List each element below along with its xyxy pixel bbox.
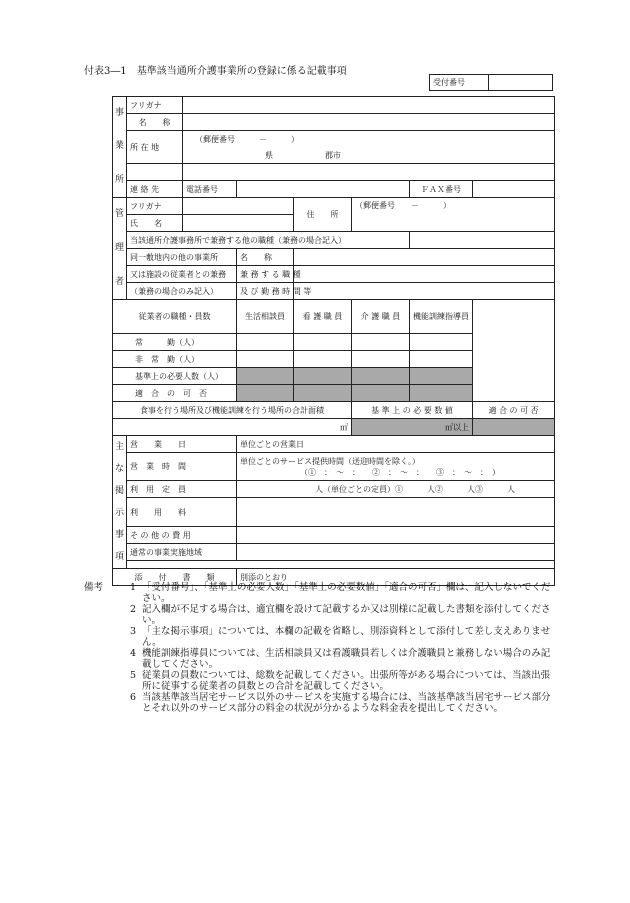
note-item: 5 従業員の員数については、総数を記載してください。出張所等がある場合については、当該出張所に従事する従業者の員数との合計を記載してください。 (129, 670, 551, 692)
concurrent-duty-label: 当該通所介護事務所で兼務する他の職種（兼務の場合記入） (127, 232, 410, 249)
staff-cell[interactable] (294, 351, 352, 368)
note-item: 4 機能訓練指導員については、生活相談員又は看護職員若しくは介護職員と兼務しない場合のみ記載してください。 (129, 648, 551, 670)
office-county-label: 郡市 (325, 150, 341, 160)
staff-cell-shaded (352, 385, 410, 402)
area-required-value (352, 419, 473, 436)
office-furigana-field[interactable] (183, 97, 555, 114)
capacity-label: 利 用 定 員 (127, 481, 237, 498)
other-site-name-label: 名 称 (237, 249, 294, 266)
manager-postal-code: （郵便番号 － ） (355, 201, 451, 210)
business-hours-slots: （① ： ～ ： ② ： ～ ： ③ ： ～ ： ） (300, 467, 500, 477)
office-address-line2[interactable] (183, 164, 555, 181)
business-days-label: 営 業 日 (127, 436, 237, 453)
office-fax-field[interactable] (473, 181, 555, 198)
area-compliance-label: 適 合 の 可 否 (473, 402, 555, 419)
reception-number-label: 受付番号 (430, 75, 489, 91)
capacity-field[interactable]: 人（単位ごとの定員）① 人② 人③ 人 (237, 481, 555, 498)
other-site-label-line2: 又は施設の従業者との兼務 (127, 266, 237, 283)
business-hours-field[interactable] (237, 453, 555, 481)
staff-cell[interactable] (410, 351, 473, 368)
area-label: 食事を行う場所及び機能訓練を行う場所の合計面積 (113, 402, 352, 419)
staff-cell[interactable] (352, 334, 410, 351)
note-item: 3 「主な掲示事項」については、本欄の記載を省略し、別添資料として添付して差し支えありません。 (129, 626, 551, 648)
business-hours-note: 単位ごとのサービス提供時間（送迎時間を除く。） (240, 456, 420, 466)
work-hours-field[interactable] (294, 283, 555, 300)
staff-col-care-worker: 介 護 職 員 (352, 300, 410, 334)
attachment-field[interactable]: 別添のとおり (237, 569, 555, 586)
note-item: 2 記入欄が不足する場合は、適宜欄を設けて記載するか又は別様に記載した書類を添付してください。 (129, 604, 551, 626)
office-phone-label: 電話番号 (183, 181, 237, 198)
page-title: 付表3―1 基準該当通所介護事業所の登録に係る記載事項 (84, 66, 347, 77)
staff-row-required: 基準上の必要人数（人） (113, 368, 237, 385)
concurrent-job-field[interactable] (294, 266, 555, 283)
other-fee-label: そ の 他 の 費 用 (127, 527, 237, 544)
note-item: 6 当該基準該当居宅サービス以外のサービスを実施する場合には、当該基準該当居宅サービス部分とそれ以外のサービス部分の料金の状況が分かるような料金表を提出してください。 (129, 692, 551, 714)
concurrent-duty-field[interactable] (410, 232, 555, 249)
staff-cell-shaded (294, 368, 352, 385)
staff-col-life-counselor: 生活相談員 (237, 300, 294, 334)
other-fee-field[interactable] (237, 527, 555, 544)
attachment-label: 添 付 書 類 (113, 569, 237, 586)
fee-field[interactable] (237, 498, 555, 527)
area-unit: ㎡ (340, 422, 348, 432)
notes-section (84, 582, 554, 714)
service-area-label: 通常の事業実施地域 (127, 544, 237, 561)
other-site-name-field[interactable] (294, 249, 555, 266)
staff-cell[interactable] (294, 334, 352, 351)
manager-name-label: 氏 名 (127, 215, 183, 232)
staff-row-parttime: 非 常 勤（人） (113, 351, 237, 368)
manager-furigana-label: フリガナ (127, 198, 183, 215)
staff-cell-shaded (237, 368, 294, 385)
office-postal-code[interactable]: （郵便番号 － ） (183, 131, 555, 148)
staff-cell-shaded (410, 385, 473, 402)
staff-row-compliance: 適 合 の 可 否 (113, 385, 237, 402)
staff-cell[interactable] (410, 334, 473, 351)
reception-number-field[interactable] (489, 75, 553, 91)
staff-cell[interactable] (237, 334, 294, 351)
office-address-field[interactable] (183, 147, 555, 164)
manager-furigana-field[interactable] (183, 198, 294, 215)
area-unit-over: ㎡以上 (445, 422, 469, 432)
manager-address-label: 住 所 (294, 198, 352, 232)
service-area-field[interactable] (237, 544, 555, 561)
manager-name-field[interactable] (183, 215, 294, 232)
office-address-label: 所 在 地 (127, 131, 183, 164)
fee-label: 利 用 料 (127, 498, 237, 527)
office-name-field[interactable] (183, 114, 555, 131)
staff-col-trainer: 機能訓練指導員 (410, 300, 473, 334)
office-contact-label: 連 絡 先 (127, 181, 183, 198)
business-days-field[interactable]: 単位ごとの営業日 (237, 436, 555, 453)
staff-cell-shaded (352, 368, 410, 385)
manager-section-label: 管 理 者 (113, 198, 127, 300)
staff-col-nurse: 看 護 職 員 (294, 300, 352, 334)
staff-row-fulltime: 常 勤（人） (113, 334, 237, 351)
reception-number-box (429, 74, 553, 91)
office-prefecture-label: 県 (265, 150, 273, 160)
staff-cell[interactable] (352, 351, 410, 368)
notes-label: 備考 (84, 582, 104, 593)
concurrent-job-label: 兼 務 す る 職 種 (237, 266, 294, 283)
staff-cell-shaded (410, 368, 473, 385)
office-section-label: 事 業 所 (113, 97, 127, 198)
note-item: 備考 1 「受付番号」、「基準上の必要人数」「基準上の必要数値」「適合の可否」欄は、記入しないでください。 (84, 582, 551, 604)
office-fax-label: ＦＡＸ番号 (410, 181, 473, 198)
area-compliance-value (473, 419, 555, 436)
office-phone-field[interactable] (237, 181, 410, 198)
business-hours-label: 営 業 時 間 (127, 453, 237, 481)
other-site-label-line3: （兼務の場合のみ記入） (127, 283, 237, 300)
manager-address-field[interactable] (352, 198, 555, 232)
office-name-label: 名 称 (127, 114, 183, 131)
staff-header: 従業者の職種・員数 (113, 300, 237, 334)
main-items-section-label: 主 な 掲 示 事 項 (113, 436, 127, 569)
area-value-field[interactable] (113, 419, 352, 436)
work-hours-label: 及 び 勤 務 時 間 等 (237, 283, 294, 300)
registration-form-table (112, 96, 555, 586)
staff-cell-shaded (294, 385, 352, 402)
office-furigana-label: フリガナ (127, 97, 183, 114)
area-required-label: 基 準 上 の 必 要 数 値 (352, 402, 473, 419)
staff-cell[interactable] (237, 351, 294, 368)
other-site-label-line1: 同一敷地内の他の事業所 (127, 249, 237, 266)
staff-cell-shaded (237, 385, 294, 402)
